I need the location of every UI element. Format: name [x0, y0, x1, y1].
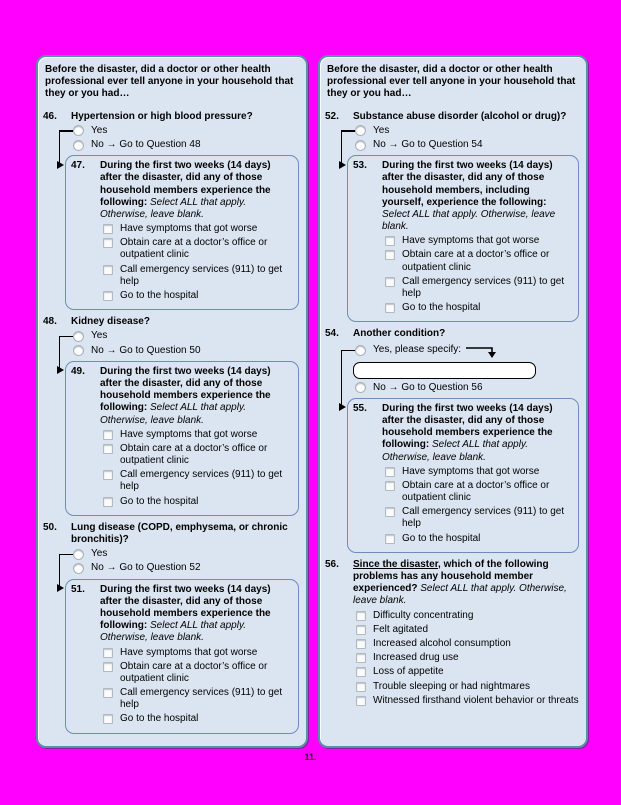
- radio-yes[interactable]: [73, 125, 84, 136]
- question-label: Kidney disease?: [71, 316, 150, 328]
- checkbox-row: [103, 687, 293, 711]
- panel-header: Before the disaster, did a doctor or other health professional ever tell anyone in your household that they or you had…: [327, 64, 576, 100]
- question-number: 47.: [71, 160, 85, 172]
- question-note: Select ALL that apply. Otherwise, leave blank.: [353, 583, 567, 607]
- question-number: 51.: [71, 583, 85, 595]
- checkbox-label: Go to the hospital: [120, 713, 199, 725]
- option-row-yes: [355, 125, 581, 137]
- checkbox-label: Difficulty concentrating: [373, 609, 474, 621]
- checkbox-label: Obtain care at a doctor’s office or outpatient clinic: [402, 249, 550, 273]
- checkbox[interactable]: [103, 497, 113, 507]
- option-label: No → Go to Question 50: [91, 344, 201, 356]
- skip-arrow-line: [59, 336, 73, 337]
- radio-no[interactable]: [355, 140, 366, 151]
- checkbox[interactable]: [103, 662, 113, 672]
- question-label: Another condition?: [353, 328, 446, 340]
- checkbox-row: [385, 506, 573, 530]
- option-row-no: [355, 139, 581, 151]
- page-number: 11.: [304, 752, 317, 762]
- checkbox-row: [103, 429, 293, 441]
- followup-text: During the first two weeks (14 days) after the disaster, did any of those household members experience the following:: [100, 583, 271, 632]
- option-label: No → Go to Question 52: [91, 562, 201, 574]
- followup-text: During the first two weeks (14 days) after the disaster, did any of those household members, including yourself, experience the following:: [382, 160, 553, 208]
- followup-note: Select ALL that apply. Otherwise, leave blank.: [100, 402, 246, 426]
- checkbox-label: Trouble sleeping or had nightmares: [373, 680, 530, 692]
- checkbox-label: Have symptoms that got worse: [120, 428, 258, 440]
- followup-note: Select ALL that apply. Otherwise, leave blank.: [382, 439, 528, 463]
- checkbox-row: [103, 443, 293, 467]
- checkbox-label: Obtain care at a doctor’s office or outpatient clinic: [120, 442, 268, 467]
- checkbox[interactable]: [385, 507, 395, 517]
- checkbox[interactable]: [356, 696, 366, 706]
- skip-arrow-head-icon: [57, 161, 64, 169]
- checkbox-row: [103, 223, 293, 235]
- checkbox[interactable]: [103, 470, 113, 480]
- specify-arrow-icon: [465, 343, 501, 359]
- checkbox-row: [385, 480, 573, 504]
- followup-box-51: [65, 579, 299, 734]
- checkbox-row: [103, 647, 293, 659]
- checkbox-label: Have symptoms that got worse: [402, 235, 540, 247]
- checkbox-label: Go to the hospital: [120, 495, 199, 507]
- question-label: Lung disease (COPD, emphysema, or chronic bronchitis)?: [71, 521, 288, 545]
- checkbox-label: Call emergency services (911) to get help: [120, 469, 283, 493]
- option-label: No → Go to Question 56: [373, 381, 483, 393]
- question-number: 50.: [43, 521, 57, 533]
- checkbox-label: Obtain care at a doctor’s office or outpatient clinic: [120, 660, 268, 684]
- option-row-no: [73, 345, 301, 357]
- checkbox-row: [356, 624, 581, 636]
- checkbox[interactable]: [385, 534, 395, 544]
- option-group: [43, 548, 301, 574]
- checkbox-label: Call emergency services (911) to get help: [120, 263, 283, 287]
- checkbox[interactable]: [103, 648, 113, 658]
- checkbox-label: Go to the hospital: [402, 302, 481, 314]
- option-label: No → Go to Question 48: [91, 138, 201, 150]
- checkbox-label: Go to the hospital: [402, 532, 481, 544]
- option-label: Yes: [373, 124, 390, 136]
- checkbox-row: [356, 652, 581, 664]
- checkbox[interactable]: [103, 265, 113, 275]
- other-condition-input[interactable]: [353, 362, 536, 379]
- question-label: Hypertension or high blood pressure?: [71, 110, 253, 122]
- option-label: Yes, please specify:: [373, 344, 462, 356]
- checkbox[interactable]: [385, 277, 395, 287]
- followup-box-55: [347, 398, 579, 553]
- followup-note: Select ALL that apply. Otherwise, leave blank.: [382, 208, 556, 233]
- checkbox-row: [385, 276, 573, 300]
- checkbox[interactable]: [103, 291, 113, 301]
- option-row-yes: [73, 125, 301, 137]
- radio-yes[interactable]: [73, 549, 84, 560]
- option-label: No → Go to Question 54: [373, 138, 483, 150]
- skip-arrow-head-icon: [57, 366, 64, 374]
- checkbox-label: Witnessed firsthand violent behavior or threats: [373, 694, 579, 706]
- radio-no[interactable]: [355, 382, 366, 393]
- checkbox-label: Call emergency services (911) to get help: [120, 687, 283, 711]
- checkbox-label: Obtain care at a doctor’s office or outpatient clinic: [120, 237, 268, 261]
- checkbox[interactable]: [103, 688, 113, 698]
- question-48: [43, 316, 301, 516]
- checkbox-row: [385, 533, 573, 545]
- checkbox[interactable]: [385, 467, 395, 477]
- skip-arrow-head-icon: [57, 584, 64, 592]
- checkbox[interactable]: [356, 667, 366, 677]
- followup-note: Select ALL that apply. Otherwise, leave blank.: [100, 620, 246, 644]
- checkbox-label: Increased drug use: [373, 652, 459, 664]
- followup-box-47: [65, 155, 299, 310]
- right-panel: [318, 55, 588, 748]
- checkbox-row: [103, 290, 293, 302]
- panel-header: Before the disaster, did a doctor or other health professional ever tell anyone in your household that they or you had…: [45, 64, 294, 100]
- checkbox-label: Call emergency services (911) to get help: [402, 506, 565, 530]
- checkbox-label: Have symptoms that got worse: [402, 465, 540, 477]
- radio-no[interactable]: [73, 140, 84, 151]
- checkbox-row: [103, 661, 293, 685]
- followup-text: During the first two weeks (14 days) after the disaster, did any of those household members experience the following:: [100, 365, 271, 414]
- checkbox-row: [385, 249, 573, 273]
- checkbox[interactable]: [385, 303, 395, 313]
- checkbox-row: [385, 466, 573, 478]
- question-label-underlined: Since the disaster: [353, 558, 439, 570]
- checkbox[interactable]: [385, 250, 395, 260]
- checkbox-label: Go to the hospital: [120, 290, 199, 301]
- checkbox-row: [356, 610, 581, 622]
- question-46: [43, 111, 301, 311]
- radio-yes[interactable]: [73, 331, 84, 342]
- checkbox-label: Have symptoms that got worse: [120, 223, 258, 235]
- checkbox-label: Increased alcohol consumption: [373, 637, 511, 649]
- followup-note: Select ALL that apply. Otherwise, leave blank.: [100, 196, 246, 220]
- question-label-rest: , which of the following problems has any household member experienced?: [353, 558, 549, 595]
- question-number: 53.: [353, 160, 367, 172]
- option-label: Yes: [91, 548, 108, 560]
- radio-no[interactable]: [73, 563, 84, 574]
- option-row-no: [73, 139, 301, 151]
- checkbox[interactable]: [356, 625, 366, 635]
- skip-arrow-head-icon: [339, 161, 346, 169]
- option-group: [43, 330, 301, 356]
- checkbox-row: [356, 695, 581, 707]
- question-number: 54.: [325, 328, 339, 340]
- option-row-no: [73, 562, 301, 574]
- checkbox-label: Felt agitated: [373, 623, 429, 635]
- radio-yes[interactable]: [355, 345, 366, 356]
- skip-arrow-head-icon: [339, 403, 346, 411]
- checkbox[interactable]: [103, 238, 113, 248]
- checkbox-row: [356, 681, 581, 693]
- option-group: [43, 125, 301, 151]
- checkbox[interactable]: [356, 682, 366, 692]
- checkbox[interactable]: [356, 639, 366, 649]
- question-number: 56.: [325, 558, 339, 570]
- checkbox-row: [356, 638, 581, 650]
- checkbox-row: [103, 496, 293, 508]
- checkbox-row: [385, 235, 573, 247]
- checkbox-row: [103, 713, 293, 725]
- radio-no[interactable]: [73, 345, 84, 356]
- question-number: 49.: [71, 365, 85, 377]
- checkbox-label: Loss of appetite: [373, 666, 444, 678]
- checkbox[interactable]: [385, 236, 395, 246]
- option-label: Yes: [91, 124, 108, 136]
- question-number: 48.: [43, 316, 57, 328]
- followup-text: During the first two weeks (14 days) after the disaster, did any of those household members experience the following:: [382, 402, 553, 451]
- option-group: [325, 125, 581, 151]
- option-row-no: [355, 382, 581, 394]
- followup-text: During the first two weeks (14 days) after the disaster, did any of those household members experience the following:: [100, 160, 271, 208]
- radio-yes[interactable]: [355, 125, 366, 136]
- left-panel: [36, 55, 308, 748]
- question-54: [325, 328, 581, 552]
- checkbox[interactable]: [356, 611, 366, 621]
- checkbox[interactable]: [103, 430, 113, 440]
- question-number: 46.: [43, 110, 57, 122]
- question-number: 55.: [353, 402, 367, 414]
- checkbox-label: Have symptoms that got worse: [120, 646, 258, 658]
- checkbox[interactable]: [385, 481, 395, 491]
- checkbox-label: Obtain care at a doctor’s office or outpatient clinic: [402, 479, 550, 504]
- checkbox-row: [385, 302, 573, 314]
- option-label: Yes: [91, 330, 108, 342]
- checkbox[interactable]: [356, 653, 366, 663]
- checkbox-row: [103, 469, 293, 493]
- followup-box-49: [65, 361, 299, 516]
- question-56: [325, 559, 581, 707]
- option-row-yes: [355, 343, 581, 359]
- question-52: [325, 111, 581, 323]
- question-label: [353, 559, 581, 608]
- skip-arrow-line: [341, 350, 355, 351]
- question-label: Substance abuse disorder (alcohol or drug)?: [353, 110, 567, 122]
- followup-box-53: [347, 155, 579, 322]
- specify-input-row: [353, 362, 581, 379]
- checkbox-row: [103, 237, 293, 261]
- option-row-yes: [73, 330, 301, 342]
- skip-arrow-line: [341, 350, 342, 409]
- skip-arrow-line: [59, 130, 73, 131]
- question-number: 52.: [325, 110, 339, 122]
- checkbox[interactable]: [103, 224, 113, 234]
- skip-arrow-line: [59, 554, 73, 555]
- skip-arrow-line: [341, 130, 355, 131]
- question-50: [43, 522, 301, 734]
- checkbox-label: Call emergency services (911) to get help: [402, 275, 565, 299]
- checkbox-row: [103, 264, 293, 288]
- checkbox[interactable]: [103, 444, 113, 454]
- option-row-yes: [73, 548, 301, 560]
- checkbox-row: [356, 666, 581, 678]
- checkbox[interactable]: [103, 714, 113, 724]
- option-group: [325, 343, 581, 394]
